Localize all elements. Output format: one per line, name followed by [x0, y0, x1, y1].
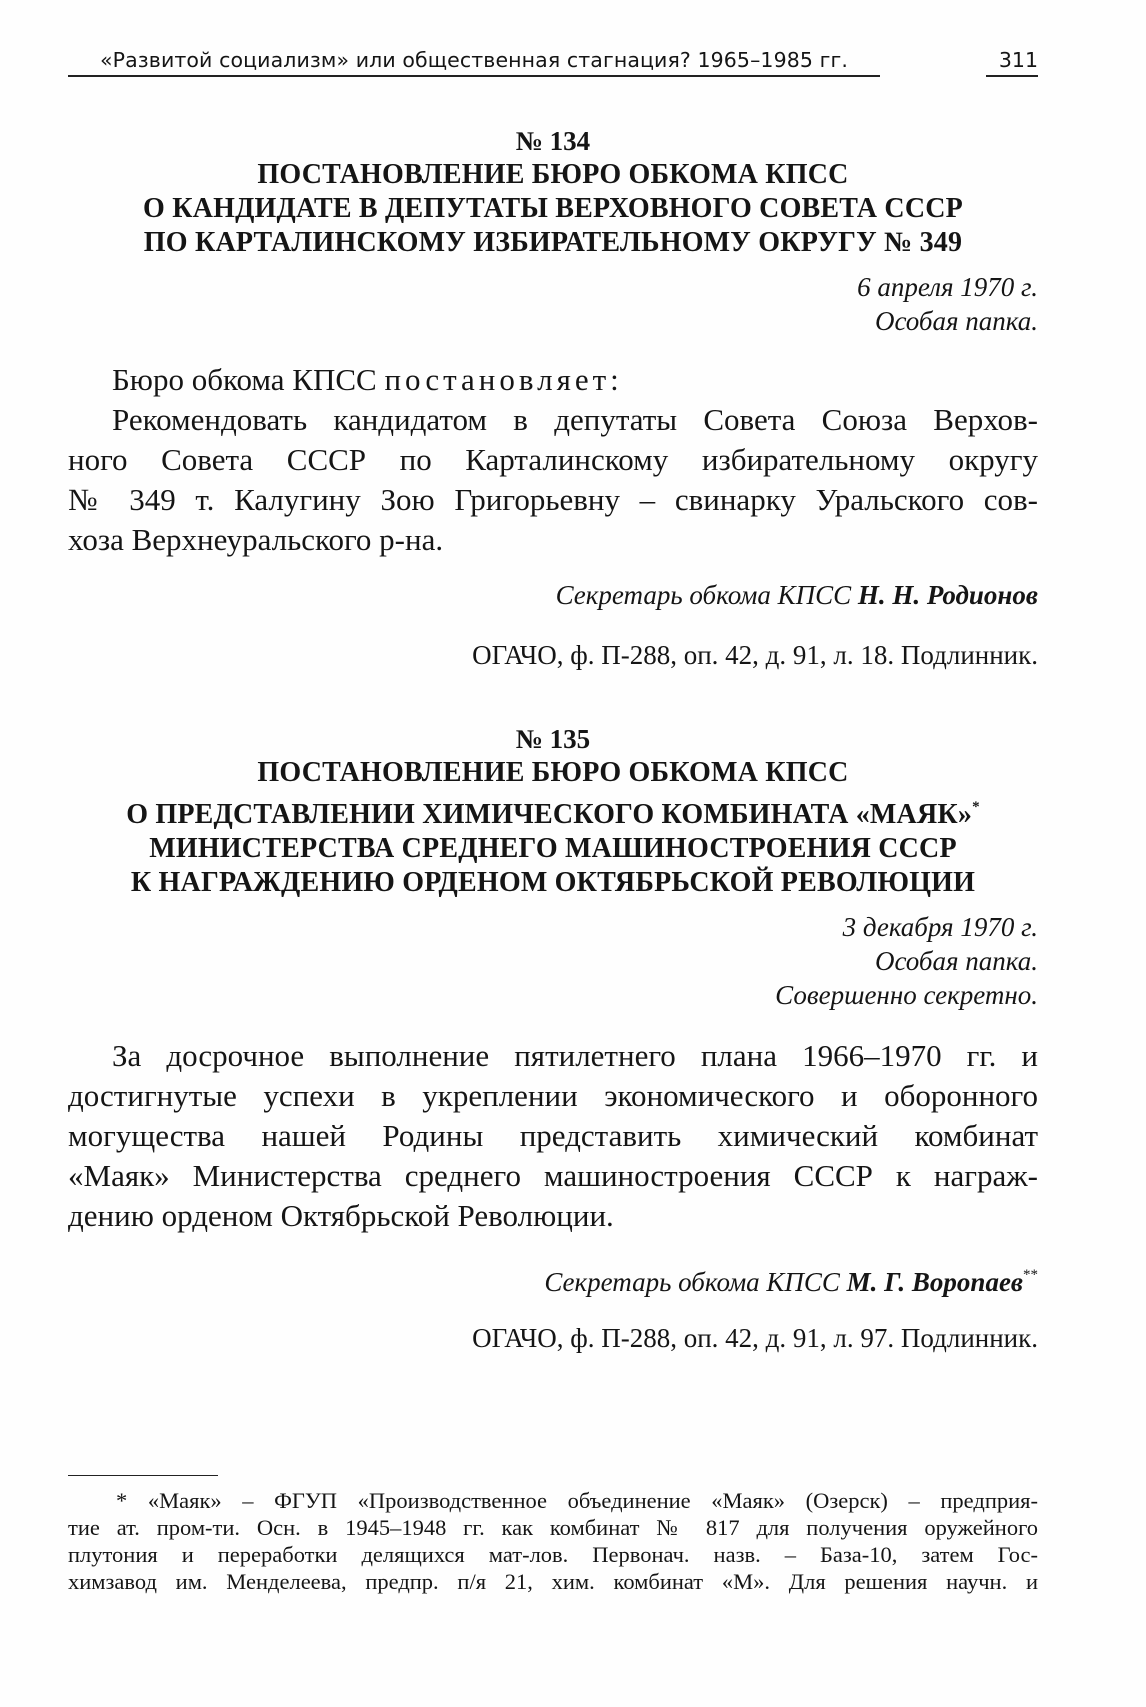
title-line: МИНИСТЕРСТВА СРЕДНЕГО МАШИНОСТРОЕНИЯ СССР	[149, 833, 957, 864]
title-line	[68, 790, 1038, 832]
document-title	[68, 756, 1038, 900]
footnote-marker: **	[1023, 1267, 1038, 1283]
intro-line	[68, 360, 1038, 400]
page-number: 311	[986, 48, 1038, 77]
intro-decree-word: постановляет:	[384, 362, 623, 397]
body-line: Рекомендовать кандидатом в депутаты Совета Союза Верхов-	[112, 402, 1038, 437]
document-body	[68, 1036, 1038, 1236]
body-line: ного Совета СССР по Карталинскому избирательному округу	[68, 442, 1038, 477]
title-line: ПОСТАНОВЛЕНИЕ БЮРО ОБКОМА КПСС	[257, 757, 849, 788]
document-number: № 134	[515, 126, 591, 156]
footnote	[68, 1487, 1038, 1595]
signature	[68, 1258, 1038, 1299]
document-134	[68, 124, 1038, 672]
footnote-marker: *	[972, 799, 980, 815]
title-line: О КАНДИДАТЕ В ДЕПУТАТЫ ВЕРХОВНОГО СОВЕТА СССР	[143, 193, 963, 224]
title-line: ПОСТАНОВЛЕНИЕ БЮРО ОБКОМА КПСС	[257, 159, 849, 190]
title-line: К НАГРАЖДЕНИЮ ОРДЕНОМ ОКТЯБРЬСКОЙ РЕВОЛЮЦИИ	[130, 867, 976, 898]
footnote-line: * «Маяк» – ФГУП «Производственное объединение «Маяк» (Озерск) – предприя-	[116, 1488, 1038, 1513]
body-line: достигнутые успехи в укреплении экономического и оборонного	[68, 1078, 1038, 1113]
document-title	[68, 158, 1038, 260]
running-header	[68, 40, 1038, 84]
classification-special-folder: Особая папка.	[874, 946, 1038, 976]
body-line: могущества нашей Родины представить химический комбинат	[68, 1118, 1038, 1153]
body-line: хоза Верхнеуральского р-на.	[68, 522, 444, 557]
signature-label: Секретарь обкома КПСС	[555, 580, 858, 610]
title-line: ПО КАРТАЛИНСКОМУ ИЗБИРАТЕЛЬНОМУ ОКРУГУ № 349	[143, 227, 963, 258]
document-body	[68, 360, 1038, 560]
body-line: За досрочное выполнение пятилетнего плана 1966–1970 гг. и	[112, 1038, 1038, 1073]
footnote-divider	[68, 1475, 218, 1476]
document-number: № 135	[515, 724, 591, 754]
footnote-line: тие ат. пром-ти. Осн. в 1945–1948 гг. как комбинат № 817 для получения оружейного	[68, 1515, 1038, 1540]
classification-top-secret: Совершенно секретно.	[775, 980, 1038, 1010]
running-title: «Развитой социализм» или общественная стагнация? 1965–1985 гг.	[68, 48, 880, 77]
classification-special-folder: Особая папка.	[874, 306, 1038, 336]
footnote-line: химзавод им. Менделеева, предпр. п/я 21, хим. комбинат «М». Для решения научн. и	[68, 1569, 1038, 1594]
document-135	[68, 722, 1038, 1355]
body-line: дению орденом Октябрьской Революции.	[68, 1198, 614, 1233]
archive-reference: ОГАЧО, ф. П-288, оп. 42, д. 91, л. 18. Подлинник.	[472, 640, 1038, 670]
document-date: 6 апреля 1970 г.	[857, 272, 1038, 302]
signature-name: Н. Н. Родионов	[857, 580, 1038, 610]
signature-label: Секретарь обкома КПСС	[544, 1267, 847, 1297]
document-date: 3 декабря 1970 г.	[842, 912, 1038, 942]
signature-name: М. Г. Воропаев	[846, 1267, 1023, 1297]
footnote-line: плутония и переработки делящихся мат-лов. Первонач. назв. – База-10, затем Гос-	[68, 1542, 1038, 1567]
body-line: № 349 т. Калугину Зою Григорьевну – свинарку Уральского сов-	[68, 482, 1038, 517]
intro-prefix: Бюро обкома КПСС	[112, 362, 385, 397]
signature	[68, 578, 1038, 612]
body-line: «Маяк» Министерства среднего машиностроения СССР к награж-	[68, 1158, 1038, 1193]
title-line-text: О ПРЕДСТАВЛЕНИИ ХИМИЧЕСКОГО КОМБИНАТА «МАЯК»	[126, 799, 973, 830]
archive-reference: ОГАЧО, ф. П-288, оп. 42, д. 91, л. 97. Подлинник.	[472, 1323, 1038, 1353]
